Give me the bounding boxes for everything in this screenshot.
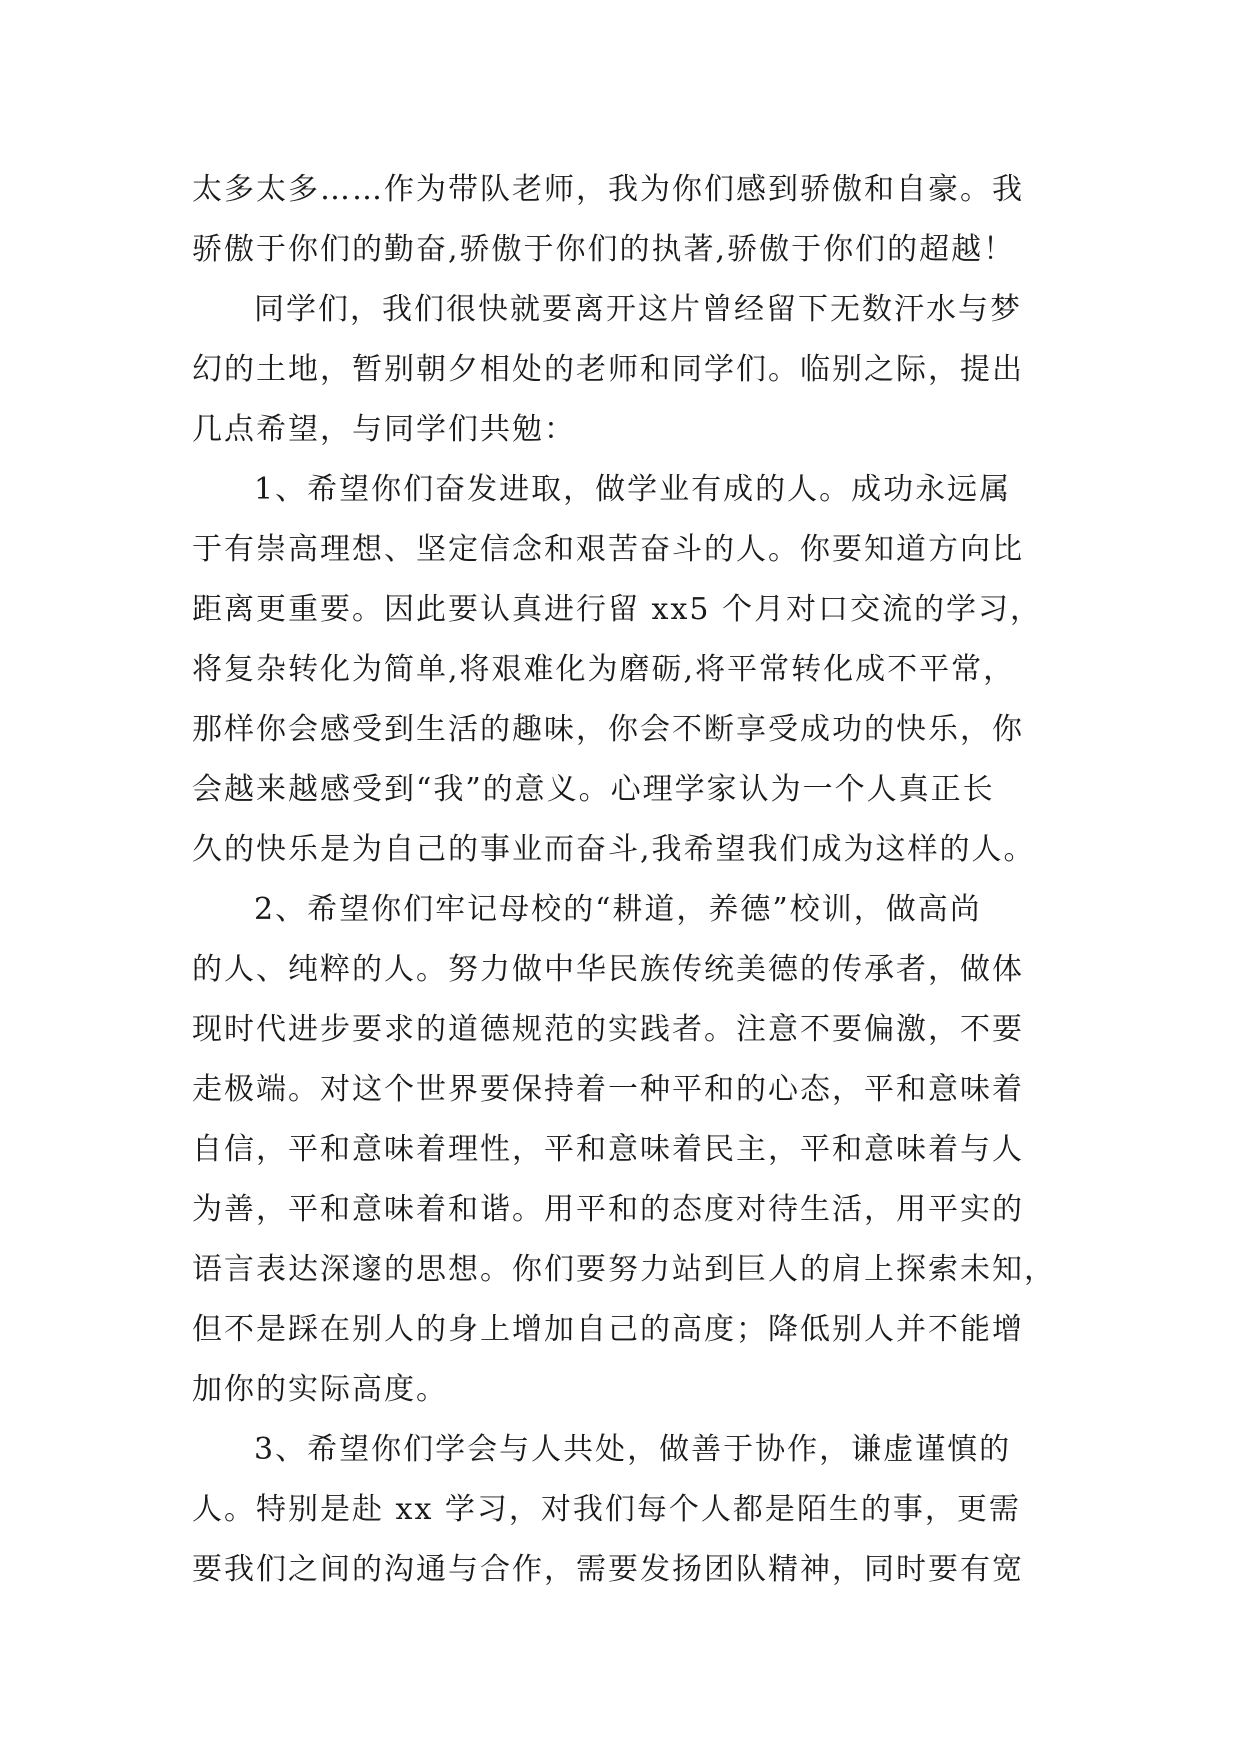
paragraph-start-line: 同学们，我们很快就要离开这片曾经留下无数汗水与梦: [254, 292, 1022, 327]
body-text: [192, 160, 1056, 1600]
text-line: 的人、纯粹的人。努力做中华民族传统美德的传承者，做体: [192, 952, 1024, 987]
text-line: 于有崇高理想、坚定信念和艰苦奋斗的人。你要知道方向比: [192, 532, 1024, 567]
text-line: 人。特别是赴 xx 学习，对我们每个人都是陌生的事，更需: [192, 1492, 1021, 1527]
text-line: 久的快乐是为自己的事业而奋斗,我希望我们成为这样的人。: [192, 832, 1036, 867]
text-line: 将复杂转化为简单,将艰难化为磨砺,将平常转化成不平常，: [192, 652, 1016, 687]
text-line: 现时代进步要求的道德规范的实践者。注意不要偏激，不要: [192, 1012, 1024, 1047]
text-line: 距离更重要。因此要认真进行留 xx5 个月对口交流的学习，: [192, 592, 1042, 627]
text-line: 会越来越感受到“我”的意义。心理学家认为一个人真正长: [192, 772, 995, 807]
text-line: 自信，平和意味着理性，平和意味着民主，平和意味着与人: [192, 1132, 1024, 1167]
text-line: 幻的土地，暂别朝夕相处的老师和同学们。临别之际，提出: [192, 352, 1024, 387]
text-line: 骄傲于你们的勤奋,骄傲于你们的执著,骄傲于你们的超越！: [192, 232, 1016, 267]
text-line: 为善，平和意味着和谐。用平和的态度对待生活，用平实的: [192, 1192, 1024, 1227]
text-line: 语言表达深邃的思想。你们要努力站到巨人的肩上探索未知，: [192, 1252, 1056, 1287]
paragraph-start-line: 1、希望你们奋发进取，做学业有成的人。成功永远属: [254, 472, 1012, 507]
text-line: 要我们之间的沟通与合作，需要发扬团队精神，同时要有宽: [192, 1552, 1024, 1587]
text-line: 几点希望，与同学们共勉：: [192, 412, 576, 447]
text-line: 加你的实际高度。: [192, 1372, 448, 1407]
text-line: 走极端。对这个世界要保持着一种平和的心态，平和意味着: [192, 1072, 1024, 1107]
text-line: 但不是踩在别人的身上增加自己的高度；降低别人并不能增: [192, 1312, 1024, 1347]
text-line: 太多太多……作为带队老师，我为你们感到骄傲和自豪。我: [192, 172, 1024, 207]
paragraph-start-line: 3、希望你们学会与人共处，做善于协作，谦虚谨慎的: [254, 1432, 1012, 1467]
text-line: 那样你会感受到生活的趣味，你会不断享受成功的快乐，你: [192, 712, 1024, 747]
paragraph-start-line: 2、希望你们牢记母校的“耕道，养德”校训，做高尚: [254, 892, 982, 927]
